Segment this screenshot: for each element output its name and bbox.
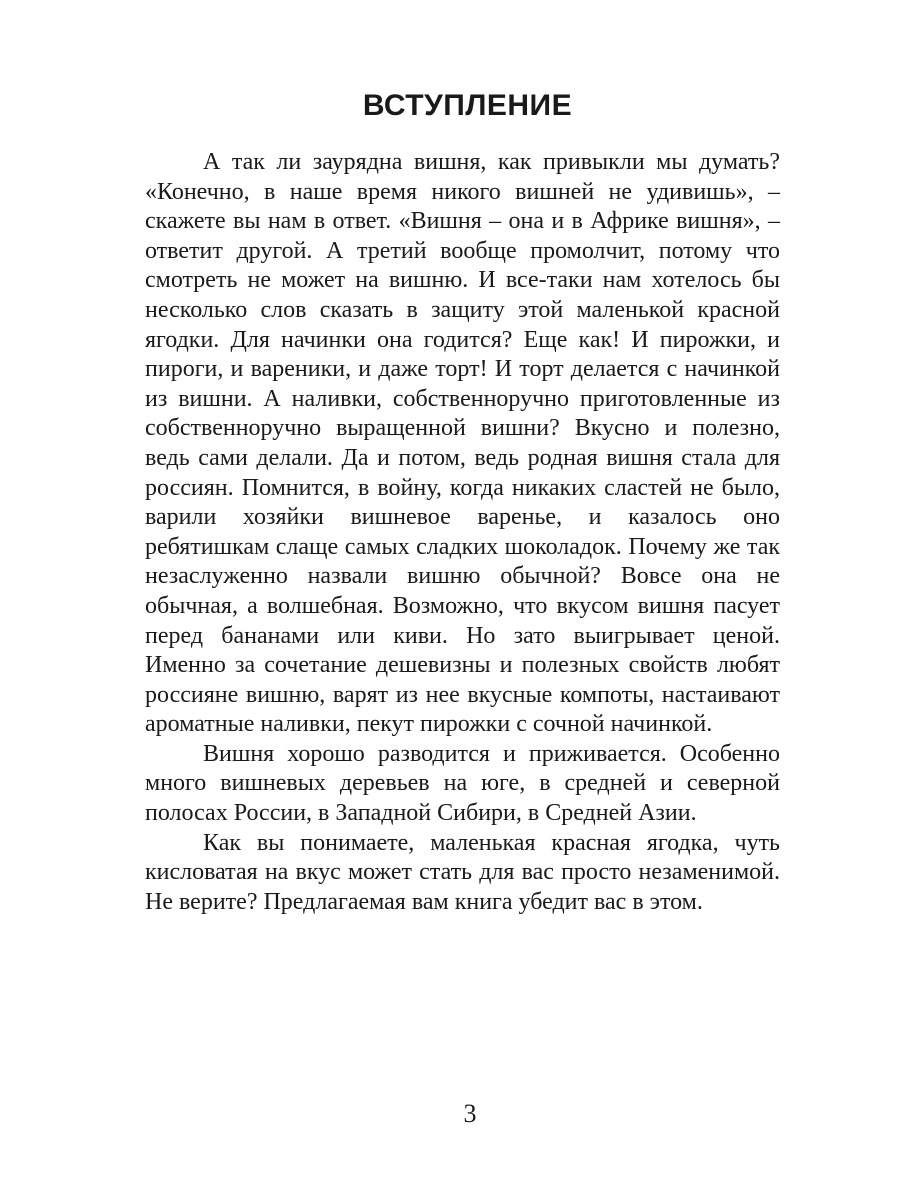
chapter-heading: ВСТУПЛЕНИЕ [362, 89, 573, 122]
page-number: 3 [463, 1099, 477, 1128]
page-content [145, 88, 780, 917]
paragraph-3: Как вы понимаете, маленькая красная ягодка, чуть кисловатая на вкус может стать для вас просто незаменимой. Не верите? Предлагаемая вам книга убедит вас в этом. [145, 829, 780, 915]
paragraph-1: А так ли заурядна вишня, как привыкли мы думать? «Конечно, в наше время никого вишней не удивишь», – скажете вы нам в ответ. «Вишня – она и в Африке вишня», – ответит другой. А третий вообще промолчит, потому что смотреть не может на вишню. И все-таки нам хотелось бы несколько слов сказать в защиту этой маленькой красной ягодки. Для начинки она годится? Еще как! И пирожки, и пироги, и вареники, и даже торт! И торт делается с начинкой из вишни. А наливки, собственноручно приготовленные из собственноручно выращенной вишни? Вкусно и полезно, ведь сами делали. Да и потом, ведь родная вишня стала для россиян. Помнится, в войну, когда никаких сластей не было, варили хозяйки вишневое варенье, и казалось оно ребятишкам слаще самых сладких шоколадок. Почему же так незаслуженно назвали вишню обычной? Вовсе она не обычная, а волшебная. Возможно, что вкусом вишня пасует перед бананами или киви. Но зато выигрывает ценой. Именно за сочетание дешевизны и полезных свойств любят россияне вишню, варят из нее вкусные компоты, настаивают ароматные наливки, пекут пирожки с сочной начинкой. [145, 149, 780, 738]
paragraph-2: Вишня хорошо разводится и приживается. Особенно много вишневых деревьев на юге, в средней и северной полосах России, в Западной Сибири, в Средней Азии. [145, 740, 780, 827]
